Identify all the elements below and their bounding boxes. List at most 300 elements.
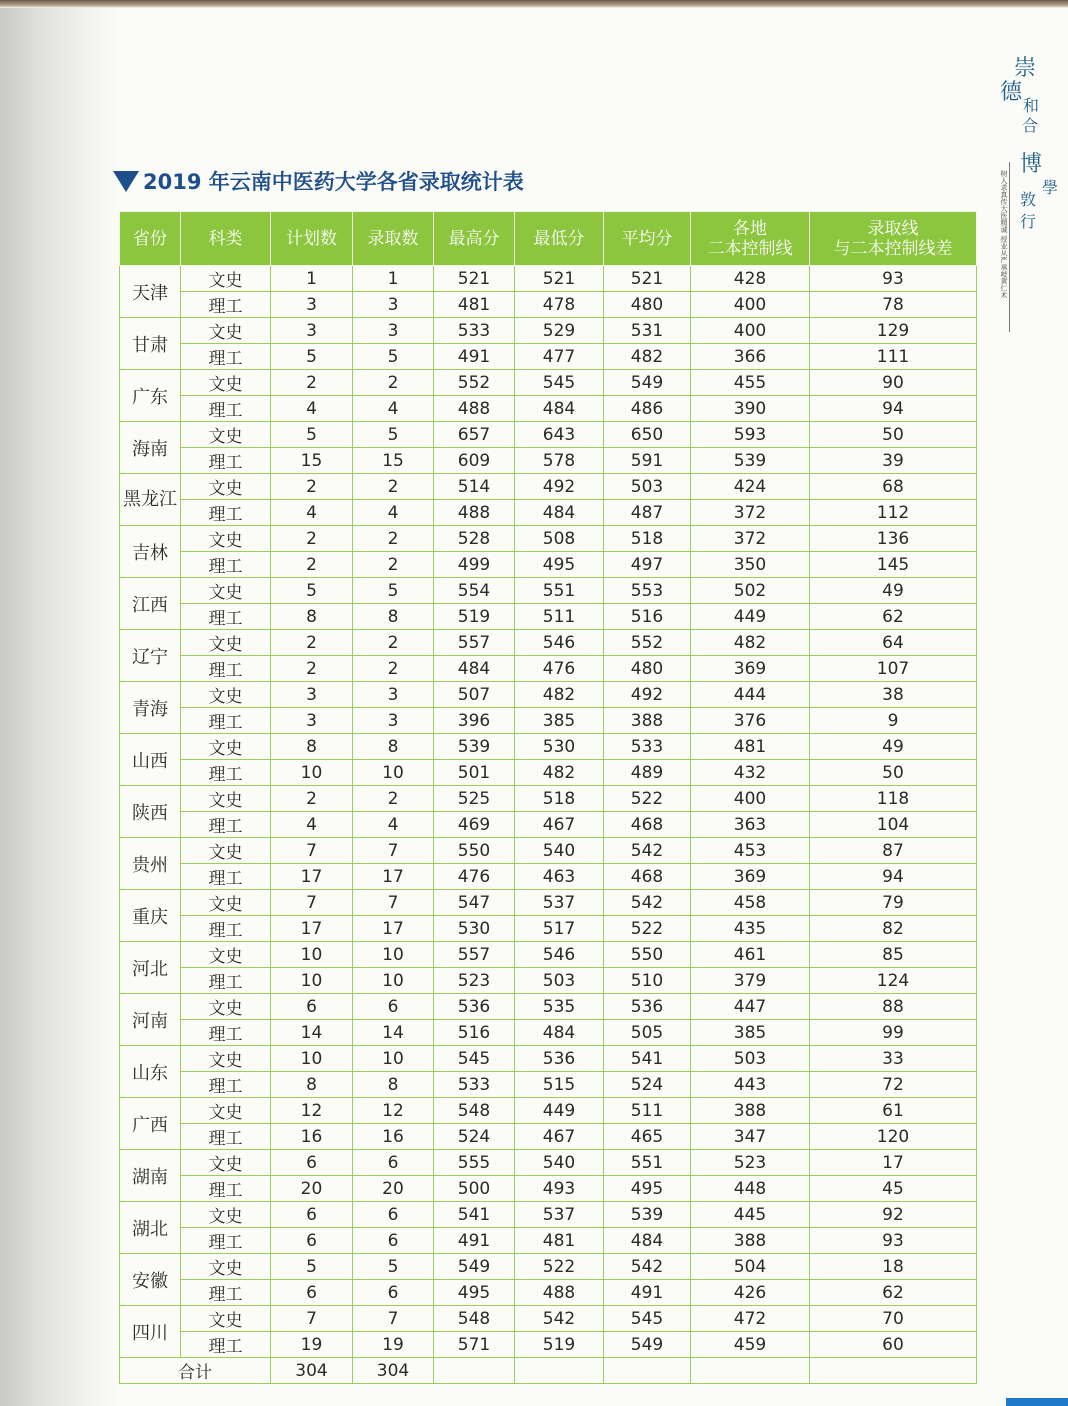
- table-row: [120, 1306, 977, 1332]
- province-cell: 河南: [120, 994, 181, 1046]
- type-cell: 理工: [181, 916, 271, 942]
- max-cell: 533: [434, 1072, 515, 1098]
- line-cell: 448: [691, 1176, 810, 1202]
- type-cell: 理工: [181, 448, 271, 474]
- max-cell: 507: [434, 682, 515, 708]
- min-cell: 484: [515, 500, 604, 526]
- admit-cell: 1: [353, 266, 434, 292]
- plan-cell: 17: [271, 916, 353, 942]
- line-cell: 379: [691, 968, 810, 994]
- line-cell: 390: [691, 396, 810, 422]
- diff-cell: 120: [810, 1124, 977, 1150]
- max-cell: 530: [434, 916, 515, 942]
- avg-cell: 518: [604, 526, 691, 552]
- diff-cell: 94: [810, 396, 977, 422]
- table-row: [120, 604, 977, 630]
- diff-cell: 112: [810, 500, 977, 526]
- diff-cell: 93: [810, 1228, 977, 1254]
- type-cell: 文史: [181, 578, 271, 604]
- avg-cell: 542: [604, 838, 691, 864]
- max-cell: 516: [434, 1020, 515, 1046]
- max-cell: 491: [434, 344, 515, 370]
- avg-cell: 521: [604, 266, 691, 292]
- line-cell: 435: [691, 916, 810, 942]
- type-cell: 文史: [181, 370, 271, 396]
- admit-cell: 2: [353, 630, 434, 656]
- type-cell: 文史: [181, 682, 271, 708]
- diff-cell: 70: [810, 1306, 977, 1332]
- max-cell: 545: [434, 1046, 515, 1072]
- total-plan: 304: [271, 1358, 353, 1384]
- header-admit: 录取数: [353, 212, 434, 266]
- max-cell: 571: [434, 1332, 515, 1358]
- line-cell: 372: [691, 526, 810, 552]
- province-cell: 河北: [120, 942, 181, 994]
- avg-cell: 480: [604, 292, 691, 318]
- avg-cell: 468: [604, 812, 691, 838]
- admission-table: [119, 211, 977, 1384]
- plan-cell: 2: [271, 630, 353, 656]
- province-cell: 黑龙江: [120, 474, 181, 526]
- diff-cell: 145: [810, 552, 977, 578]
- min-cell: 521: [515, 266, 604, 292]
- avg-cell: 591: [604, 448, 691, 474]
- min-cell: 518: [515, 786, 604, 812]
- type-cell: 文史: [181, 890, 271, 916]
- min-cell: 540: [515, 838, 604, 864]
- line-cell: 400: [691, 292, 810, 318]
- type-cell: 文史: [181, 266, 271, 292]
- page-title: [113, 164, 524, 198]
- admit-cell: 2: [353, 474, 434, 500]
- type-cell: 文史: [181, 526, 271, 552]
- type-cell: 理工: [181, 604, 271, 630]
- header-diff-1: 录取线: [867, 218, 919, 239]
- table-row: [120, 370, 977, 396]
- avg-cell: 503: [604, 474, 691, 500]
- avg-cell: 465: [604, 1124, 691, 1150]
- min-cell: 551: [515, 578, 604, 604]
- table-row: [120, 1280, 977, 1306]
- min-cell: 488: [515, 1280, 604, 1306]
- header-min: 最低分: [515, 212, 604, 266]
- header-plan: 计划数: [271, 212, 353, 266]
- diff-cell: 82: [810, 916, 977, 942]
- line-cell: 366: [691, 344, 810, 370]
- diff-cell: 104: [810, 812, 977, 838]
- max-cell: 548: [434, 1098, 515, 1124]
- admit-cell: 10: [353, 942, 434, 968]
- avg-cell: 542: [604, 890, 691, 916]
- line-cell: 502: [691, 578, 810, 604]
- max-cell: 557: [434, 942, 515, 968]
- avg-cell: 487: [604, 500, 691, 526]
- plan-cell: 12: [271, 1098, 353, 1124]
- min-cell: 508: [515, 526, 604, 552]
- admit-cell: 2: [353, 526, 434, 552]
- line-cell: 385: [691, 1020, 810, 1046]
- type-cell: 理工: [181, 1020, 271, 1046]
- table-row: [120, 500, 977, 526]
- table-row: [120, 942, 977, 968]
- plan-cell: 2: [271, 656, 353, 682]
- line-cell: 481: [691, 734, 810, 760]
- avg-cell: 491: [604, 1280, 691, 1306]
- total-label: 合计: [120, 1358, 271, 1384]
- diff-cell: 50: [810, 422, 977, 448]
- plan-cell: 3: [271, 292, 353, 318]
- header-type: 科类: [181, 212, 271, 266]
- type-cell: 理工: [181, 864, 271, 890]
- total-empty-cell: [515, 1358, 604, 1384]
- min-cell: 578: [515, 448, 604, 474]
- table-row: [120, 1228, 977, 1254]
- min-cell: 477: [515, 344, 604, 370]
- plan-cell: 10: [271, 760, 353, 786]
- avg-cell: 522: [604, 786, 691, 812]
- diff-cell: 72: [810, 1072, 977, 1098]
- avg-cell: 468: [604, 864, 691, 890]
- plan-cell: 17: [271, 864, 353, 890]
- line-cell: 426: [691, 1280, 810, 1306]
- avg-cell: 549: [604, 370, 691, 396]
- admit-cell: 3: [353, 292, 434, 318]
- admit-cell: 15: [353, 448, 434, 474]
- table-row: [120, 422, 977, 448]
- min-cell: 530: [515, 734, 604, 760]
- triangle-marker-icon: [113, 171, 139, 192]
- top-edge: [0, 0, 1068, 8]
- diff-cell: 17: [810, 1150, 977, 1176]
- admit-cell: 6: [353, 1202, 434, 1228]
- avg-cell: 482: [604, 344, 691, 370]
- max-cell: 523: [434, 968, 515, 994]
- avg-cell: 480: [604, 656, 691, 682]
- line-cell: 503: [691, 1046, 810, 1072]
- header-avg: 平均分: [604, 212, 691, 266]
- min-cell: 515: [515, 1072, 604, 1098]
- min-cell: 546: [515, 630, 604, 656]
- type-cell: 理工: [181, 1228, 271, 1254]
- avg-cell: 486: [604, 396, 691, 422]
- avg-cell: 545: [604, 1306, 691, 1332]
- table-row: [120, 292, 977, 318]
- type-cell: 理工: [181, 812, 271, 838]
- admit-cell: 2: [353, 786, 434, 812]
- line-cell: 376: [691, 708, 810, 734]
- admit-cell: 16: [353, 1124, 434, 1150]
- min-cell: 492: [515, 474, 604, 500]
- min-cell: 463: [515, 864, 604, 890]
- max-cell: 609: [434, 448, 515, 474]
- admit-cell: 10: [353, 1046, 434, 1072]
- table-row: [120, 1202, 977, 1228]
- diff-cell: 68: [810, 474, 977, 500]
- plan-cell: 6: [271, 1202, 353, 1228]
- max-cell: 484: [434, 656, 515, 682]
- avg-cell: 549: [604, 1332, 691, 1358]
- motto-char: 敦: [1020, 190, 1037, 209]
- motto-char: 博: [1020, 152, 1043, 177]
- type-cell: 文史: [181, 1150, 271, 1176]
- max-cell: 500: [434, 1176, 515, 1202]
- header-control-line-1: 各地: [733, 218, 767, 239]
- avg-cell: 539: [604, 1202, 691, 1228]
- max-cell: 491: [434, 1228, 515, 1254]
- type-cell: 文史: [181, 942, 271, 968]
- min-cell: 449: [515, 1098, 604, 1124]
- table-row: [120, 344, 977, 370]
- diff-cell: 124: [810, 968, 977, 994]
- avg-cell: 541: [604, 1046, 691, 1072]
- type-cell: 文史: [181, 1254, 271, 1280]
- type-cell: 理工: [181, 1176, 271, 1202]
- total-row: [120, 1358, 977, 1384]
- table-row: [120, 578, 977, 604]
- plan-cell: 4: [271, 396, 353, 422]
- line-cell: 400: [691, 786, 810, 812]
- line-cell: 461: [691, 942, 810, 968]
- max-cell: 528: [434, 526, 515, 552]
- plan-cell: 10: [271, 968, 353, 994]
- min-cell: 493: [515, 1176, 604, 1202]
- header-province: 省份: [120, 212, 181, 266]
- max-cell: 519: [434, 604, 515, 630]
- plan-cell: 8: [271, 1072, 353, 1098]
- table-row: [120, 318, 977, 344]
- max-cell: 657: [434, 422, 515, 448]
- avg-cell: 495: [604, 1176, 691, 1202]
- admit-cell: 4: [353, 500, 434, 526]
- plan-cell: 2: [271, 552, 353, 578]
- type-cell: 理工: [181, 552, 271, 578]
- table-row: [120, 448, 977, 474]
- line-cell: 443: [691, 1072, 810, 1098]
- admit-cell: 19: [353, 1332, 434, 1358]
- min-cell: 481: [515, 1228, 604, 1254]
- line-cell: 455: [691, 370, 810, 396]
- max-cell: 469: [434, 812, 515, 838]
- line-cell: 369: [691, 656, 810, 682]
- province-cell: 安徽: [120, 1254, 181, 1306]
- avg-cell: 553: [604, 578, 691, 604]
- admit-cell: 7: [353, 1306, 434, 1332]
- plan-cell: 8: [271, 734, 353, 760]
- type-cell: 文史: [181, 994, 271, 1020]
- line-cell: 482: [691, 630, 810, 656]
- diff-cell: 94: [810, 864, 977, 890]
- diff-cell: 90: [810, 370, 977, 396]
- type-cell: 文史: [181, 838, 271, 864]
- avg-cell: 531: [604, 318, 691, 344]
- admit-cell: 12: [353, 1098, 434, 1124]
- max-cell: 555: [434, 1150, 515, 1176]
- type-cell: 理工: [181, 500, 271, 526]
- line-cell: 447: [691, 994, 810, 1020]
- admit-cell: 6: [353, 1150, 434, 1176]
- type-cell: 理工: [181, 292, 271, 318]
- plan-cell: 8: [271, 604, 353, 630]
- min-cell: 537: [515, 890, 604, 916]
- plan-cell: 2: [271, 474, 353, 500]
- max-cell: 557: [434, 630, 515, 656]
- min-cell: 540: [515, 1150, 604, 1176]
- motto-char: 學: [1042, 178, 1059, 197]
- diff-cell: 87: [810, 838, 977, 864]
- plan-cell: 1: [271, 266, 353, 292]
- type-cell: 理工: [181, 1280, 271, 1306]
- total-empty-cell: [434, 1358, 515, 1384]
- province-cell: 湖北: [120, 1202, 181, 1254]
- admit-cell: 17: [353, 916, 434, 942]
- admit-cell: 10: [353, 968, 434, 994]
- line-cell: 504: [691, 1254, 810, 1280]
- table-row: [120, 838, 977, 864]
- admit-cell: 5: [353, 1254, 434, 1280]
- admit-cell: 2: [353, 370, 434, 396]
- min-cell: 535: [515, 994, 604, 1020]
- min-cell: 643: [515, 422, 604, 448]
- table-row: [120, 1332, 977, 1358]
- table-row: [120, 526, 977, 552]
- line-cell: 363: [691, 812, 810, 838]
- header-control-line: [691, 212, 810, 266]
- table-row: [120, 786, 977, 812]
- admit-cell: 3: [353, 682, 434, 708]
- plan-cell: 2: [271, 526, 353, 552]
- table-row: [120, 708, 977, 734]
- province-cell: 重庆: [120, 890, 181, 942]
- line-cell: 432: [691, 760, 810, 786]
- diff-cell: 9: [810, 708, 977, 734]
- motto-char: 行: [1020, 212, 1037, 231]
- min-cell: 529: [515, 318, 604, 344]
- avg-cell: 511: [604, 1098, 691, 1124]
- max-cell: 488: [434, 396, 515, 422]
- admit-cell: 3: [353, 318, 434, 344]
- diff-cell: 118: [810, 786, 977, 812]
- diff-cell: 93: [810, 266, 977, 292]
- line-cell: 458: [691, 890, 810, 916]
- diff-cell: 64: [810, 630, 977, 656]
- type-cell: 文史: [181, 1202, 271, 1228]
- motto-divider: [1009, 162, 1010, 332]
- admit-cell: 6: [353, 1280, 434, 1306]
- type-cell: 理工: [181, 344, 271, 370]
- admit-cell: 4: [353, 396, 434, 422]
- type-cell: 理工: [181, 1124, 271, 1150]
- type-cell: 理工: [181, 396, 271, 422]
- table-row: [120, 1072, 977, 1098]
- plan-cell: 6: [271, 1280, 353, 1306]
- max-cell: 525: [434, 786, 515, 812]
- diff-cell: 60: [810, 1332, 977, 1358]
- plan-cell: 2: [271, 786, 353, 812]
- total-empty-cell: [810, 1358, 977, 1384]
- max-cell: 541: [434, 1202, 515, 1228]
- table-row: [120, 994, 977, 1020]
- avg-cell: 552: [604, 630, 691, 656]
- diff-cell: 136: [810, 526, 977, 552]
- min-cell: 517: [515, 916, 604, 942]
- min-cell: 484: [515, 396, 604, 422]
- type-cell: 文史: [181, 630, 271, 656]
- diff-cell: 79: [810, 890, 977, 916]
- table-row: [120, 552, 977, 578]
- province-cell: 辽宁: [120, 630, 181, 682]
- min-cell: 476: [515, 656, 604, 682]
- type-cell: 文史: [181, 1046, 271, 1072]
- diff-cell: 99: [810, 1020, 977, 1046]
- line-cell: 428: [691, 266, 810, 292]
- max-cell: 476: [434, 864, 515, 890]
- table-header-row: [120, 212, 977, 266]
- header-diff: [810, 212, 977, 266]
- admit-cell: 7: [353, 890, 434, 916]
- table-row: [120, 864, 977, 890]
- admit-cell: 17: [353, 864, 434, 890]
- type-cell: 文史: [181, 786, 271, 812]
- avg-cell: 489: [604, 760, 691, 786]
- province-cell: 天津: [120, 266, 181, 318]
- diff-cell: 62: [810, 604, 977, 630]
- line-cell: 388: [691, 1228, 810, 1254]
- admit-cell: 5: [353, 344, 434, 370]
- table-row: [120, 1124, 977, 1150]
- province-cell: 山东: [120, 1046, 181, 1098]
- line-cell: 347: [691, 1124, 810, 1150]
- min-cell: 519: [515, 1332, 604, 1358]
- table-row: [120, 968, 977, 994]
- diff-cell: 129: [810, 318, 977, 344]
- motto-char: 和: [1023, 96, 1040, 115]
- school-motto: [992, 52, 1064, 299]
- max-cell: 514: [434, 474, 515, 500]
- min-cell: 478: [515, 292, 604, 318]
- avg-cell: 516: [604, 604, 691, 630]
- table-row: [120, 1046, 977, 1072]
- line-cell: 350: [691, 552, 810, 578]
- min-cell: 545: [515, 370, 604, 396]
- type-cell: 文史: [181, 734, 271, 760]
- line-cell: 400: [691, 318, 810, 344]
- min-cell: 536: [515, 1046, 604, 1072]
- max-cell: 550: [434, 838, 515, 864]
- max-cell: 547: [434, 890, 515, 916]
- min-cell: 511: [515, 604, 604, 630]
- admit-cell: 20: [353, 1176, 434, 1202]
- plan-cell: 5: [271, 1254, 353, 1280]
- admit-cell: 2: [353, 552, 434, 578]
- header-control-line-2: 二本控制线: [707, 238, 793, 259]
- table-row: [120, 1176, 977, 1202]
- type-cell: 理工: [181, 708, 271, 734]
- table-row: [120, 734, 977, 760]
- plan-cell: 10: [271, 1046, 353, 1072]
- type-cell: 理工: [181, 656, 271, 682]
- line-cell: 523: [691, 1150, 810, 1176]
- table-row: [120, 682, 977, 708]
- province-cell: 湖南: [120, 1150, 181, 1202]
- admit-cell: 3: [353, 708, 434, 734]
- total-admit: 304: [353, 1358, 434, 1384]
- min-cell: 484: [515, 1020, 604, 1046]
- province-cell: 山西: [120, 734, 181, 786]
- header-max: 最高分: [434, 212, 515, 266]
- plan-cell: 7: [271, 890, 353, 916]
- diff-cell: 38: [810, 682, 977, 708]
- plan-cell: 3: [271, 682, 353, 708]
